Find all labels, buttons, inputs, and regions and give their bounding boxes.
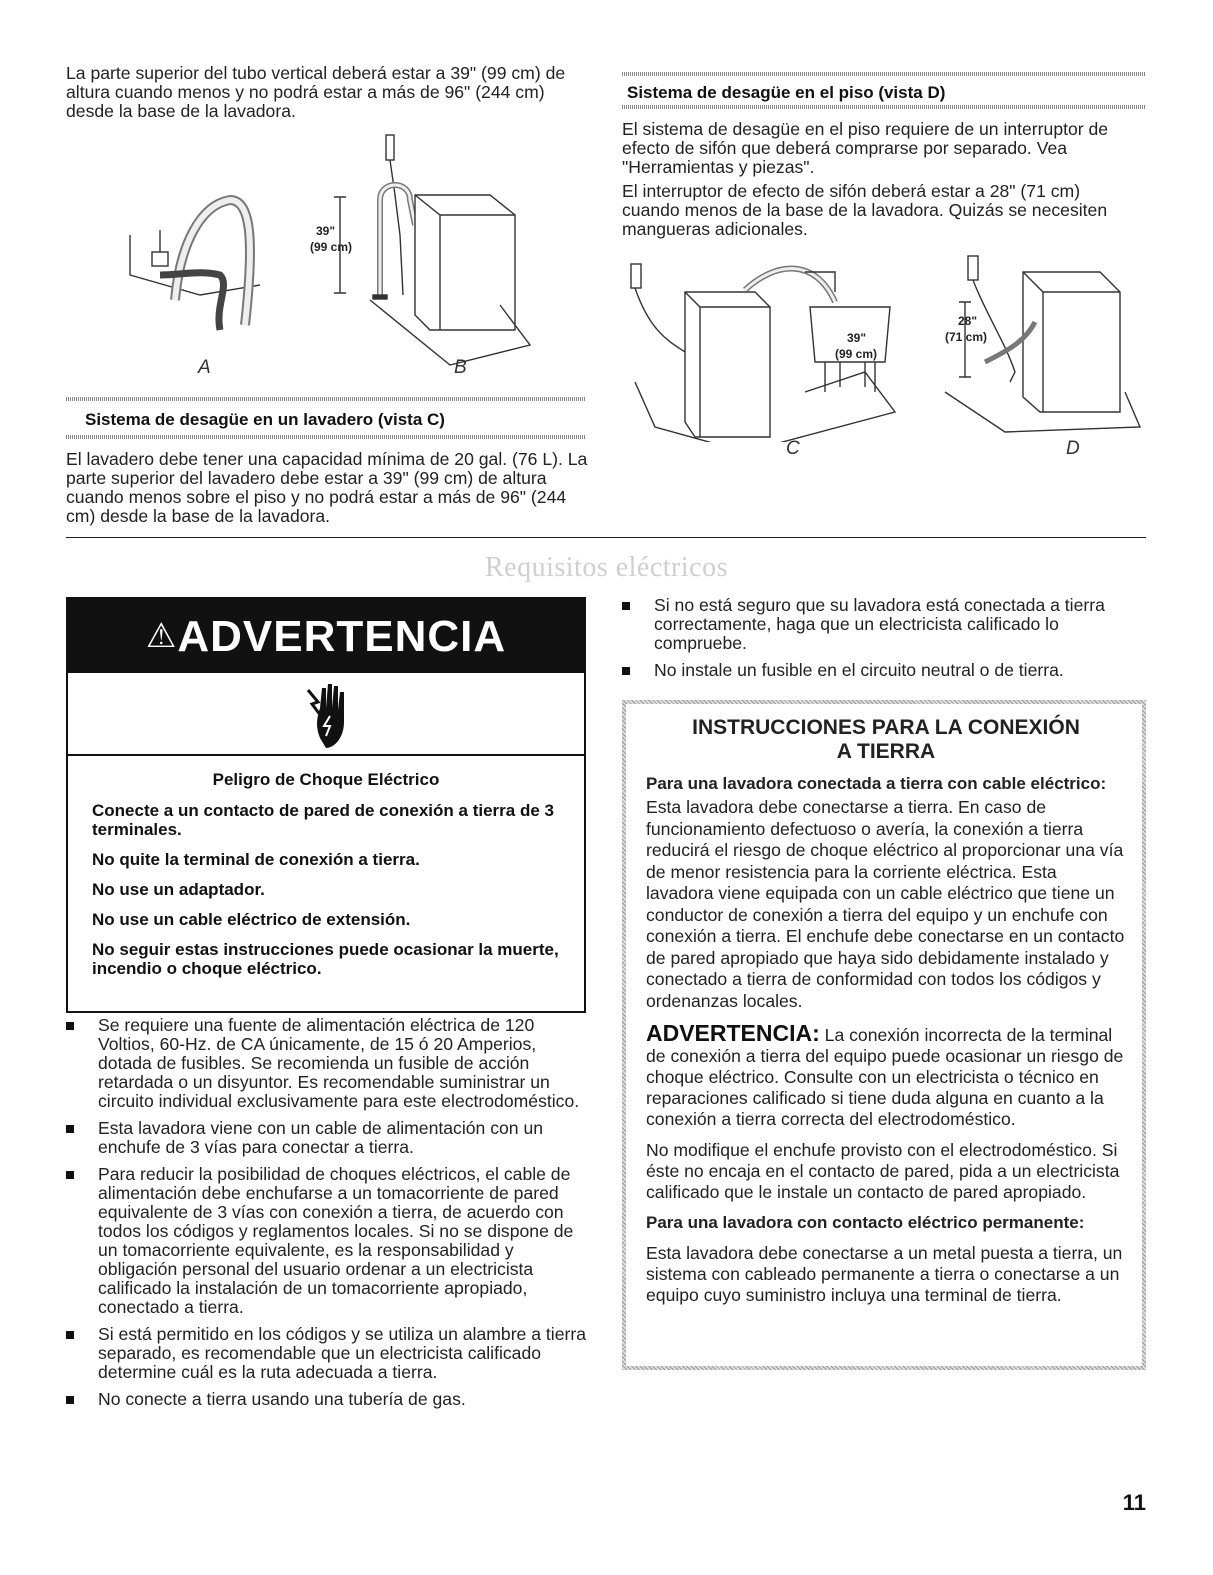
page-number: 11 bbox=[1122, 1490, 1146, 1515]
figure-b-measure-cm: (99 cm) bbox=[310, 240, 353, 254]
floor-drain-text-1: El sistema de desagüe en el piso requiere de un interruptor de efecto de sifón que deberá comprarse por separado. Vea "Herramientas y piezas". bbox=[622, 119, 1109, 177]
laundry-tub-heading: Sistema de desagüe en un lavadero (vista C) bbox=[85, 410, 445, 429]
figure-d-label: D bbox=[1066, 438, 1080, 459]
grounding-text-1: Esta lavadora debe conectarse a tierra. En caso de funcionamiento defectuoso o avería, la conexión a tierra reducirá el riesgo de choque eléctrico al proporcionar una vía de menor resistencia para la corriente eléctrica. Esta lavadora viene equipada con un cable eléctrico que tiene un conductor de conexión a tierra del equipo y un enchufe con conexión a tierra. El enchufe debe conectarse en un contacto de pared apropiado que haya sido debidamente instalado y conectado a tierra de conformidad con todos los códigos y ordenanzas locales. bbox=[646, 797, 1125, 1011]
divider bbox=[622, 72, 1145, 76]
right-bullet-list bbox=[622, 596, 1122, 688]
grounding-box bbox=[622, 700, 1146, 1370]
floor-drain-heading: Sistema de desagüe en el piso (vista D) bbox=[627, 83, 946, 102]
list-item: Se requiere una fuente de alimentación eléctrica de 120 Voltios, 60-Hz. de CA únicamente, de 15 ó 20 Amperios, dotada de fusibles. Se recomienda un fusible de acción retardada o un disyuntor. Es recomendable suministrar un circuito individual exclusivamente para este electrodoméstico. bbox=[66, 1016, 586, 1111]
figure-b-measure-in: 39" bbox=[316, 224, 336, 238]
list-item: Para reducir la posibilidad de choques eléctricos, el cable de alimentación debe enchufarse a un tomacorriente de pared equivalente de 3 vías con conexión a tierra, de acuerdo con todos los códigos y reglamentos locales. Si no se dispone de un tomacorriente equivalente, es la responsabilidad y obligación personal del usuario ordenar a un electricista calificado la instalación de un tomacorriente apropiado, conectado a tierra. bbox=[66, 1165, 586, 1317]
list-item: Esta lavadora viene con un cable de alimentación con un enchufe de 3 vías para conectar a tierra. bbox=[66, 1119, 586, 1157]
figure-c-measure-in: 39" bbox=[847, 331, 867, 345]
list-item: Si está permitido en los códigos y se utiliza un alambre a tierra separado, es recomendable que un electricista calificado determine cuál es la ruta adecuada a tierra. bbox=[66, 1325, 586, 1382]
warning-title: ADVERTENCIA bbox=[177, 612, 507, 661]
figure-b-drawing bbox=[334, 135, 530, 365]
grounding-subheading-permanent: Para una lavadora con contacto eléctrico permanente: bbox=[646, 1213, 1085, 1232]
figure-d-measure-in: 28" bbox=[958, 314, 978, 328]
divider bbox=[66, 435, 586, 439]
grounding-text-3: Esta lavadora debe conectarse a un metal puesta a tierra, un sistema con cableado permanente a tierra o conectarse a un equipo cuyo suministro incluya una terminal de tierra. bbox=[646, 1243, 1123, 1305]
list-item: Si no está seguro que su lavadora está conectada a tierra correctamente, haga que un electricista calificado lo compruebe. bbox=[622, 596, 1122, 653]
warning-triangle-icon: ⚠ bbox=[145, 617, 178, 655]
warning-box bbox=[66, 597, 586, 1013]
divider bbox=[66, 397, 586, 401]
grounding-text-2: No modifique el enchufe provisto con el electrodoméstico. Si éste no encaja en el contacto de pared, pida a un electricista calificado que le instale un contacto de pared apropiado. bbox=[646, 1140, 1120, 1202]
grounding-warning-word: ADVERTENCIA: bbox=[646, 1020, 820, 1046]
figure-c-label: C bbox=[786, 438, 800, 459]
floor-drain-text-2: El interruptor de efecto de sifón deberá estar a 28" (71 cm) cuando menos de la base de la lavadora. Quizás se necesiten mangueras adicionales. bbox=[622, 181, 1108, 239]
list-item: No instale un fusible en el circuito neutral o de tierra. bbox=[622, 661, 1122, 680]
warning-line: No seguir estas instrucciones puede ocasionar la muerte, incendio o choque eléctrico. bbox=[92, 940, 559, 978]
figure-a-label: A bbox=[198, 357, 211, 378]
laundry-tub-text: El lavadero debe tener una capacidad mínima de 20 gal. (76 L). La parte superior del lavadero debe estar a 39" (99 cm) de altura cuando menos sobre el piso y no podrá estar a más de 96" (244 cm) desde la base de la lavadora. bbox=[66, 449, 588, 526]
figure-a-drawing bbox=[130, 200, 260, 330]
grounding-warning-text: La conexión incorrecta de la terminal de conexión a tierra del equipo puede ocasionar un riesgo de choque eléctrico. Consulte con un electricista o técnico en reparaciones calificado si tiene duda alguna en cuanto a la conexión a tierra correcta del electrodoméstico. bbox=[646, 1025, 1124, 1129]
standpipe-intro: La parte superior del tubo vertical deberá estar a 39" (99 cm) de altura cuando menos y no podrá estar a más de 96" (244 cm) desde la base de la lavadora. bbox=[66, 63, 566, 121]
grounding-warning-paragraph bbox=[646, 1020, 1126, 1130]
figure-c-measure-cm: (99 cm) bbox=[835, 347, 878, 361]
warning-header bbox=[68, 599, 584, 673]
left-bullet-list bbox=[66, 1016, 586, 1417]
grounding-subheading-cord: Para una lavadora conectada a tierra con cable eléctrico: bbox=[646, 774, 1107, 793]
figure-b-label: B bbox=[454, 357, 467, 378]
divider bbox=[622, 105, 1145, 109]
drain-illustration bbox=[625, 252, 1145, 442]
standpipe-illustration bbox=[120, 125, 540, 375]
figure-d-drawing bbox=[945, 256, 1140, 432]
warning-line: No use un adaptador. bbox=[92, 880, 265, 899]
warning-line: No quite la terminal de conexión a tierra. bbox=[92, 850, 420, 869]
grounding-title-1: INSTRUCCIONES PARA LA CONEXIÓN bbox=[692, 716, 1080, 739]
list-item: No conecte a tierra usando una tubería de gas. bbox=[66, 1390, 586, 1409]
shock-icon-area bbox=[68, 673, 584, 743]
section-rule bbox=[66, 537, 1146, 538]
electric-shock-hand-icon bbox=[304, 678, 354, 754]
figure-d-measure-cm: (71 cm) bbox=[945, 330, 988, 344]
grounding-title-2: A TIERRA bbox=[836, 740, 936, 763]
warning-hazard: Peligro de Choque Eléctrico bbox=[212, 770, 440, 789]
warning-line: Conecte a un contacto de pared de conexión a tierra de 3 terminales. bbox=[92, 801, 554, 839]
section-title: Requisitos eléctricos bbox=[484, 552, 728, 583]
warning-line: No use un cable eléctrico de extensión. bbox=[92, 910, 411, 929]
